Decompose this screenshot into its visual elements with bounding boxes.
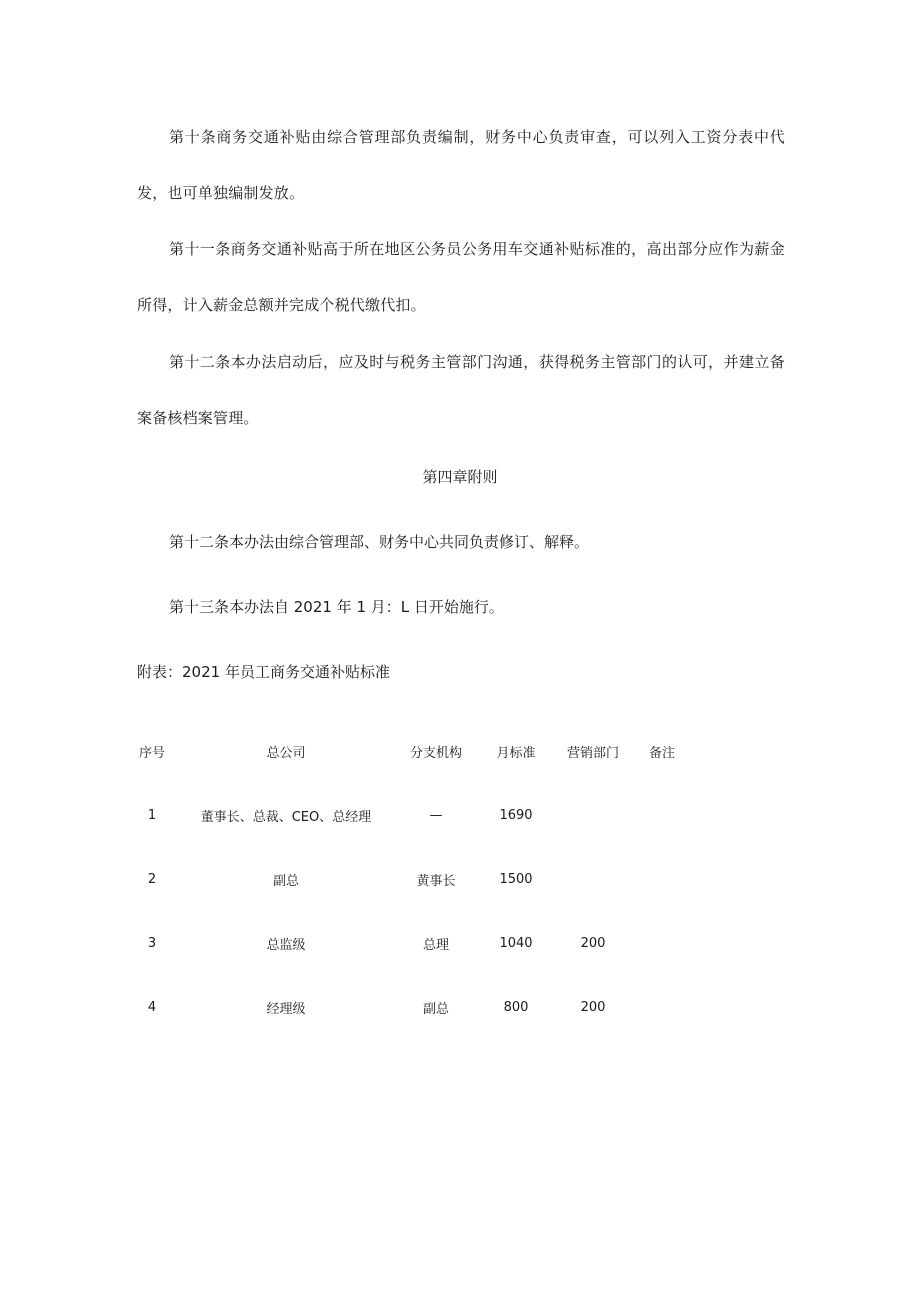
cell-remarks [630, 847, 694, 911]
cell-monthly-standard: 1040 [499, 935, 533, 951]
cell-remarks [630, 767, 694, 847]
article-10-paragraph: 第十条商务交通补贴由综合管理部负责编制，财务中心负责审查，可以列入工资分表中代发，也可单独编制发放。 [137, 128, 785, 202]
cell-index: 4 [147, 999, 157, 1015]
cell-sales-dept: 200 [580, 999, 606, 1015]
header-branch: 分支机构 [409, 745, 462, 761]
article-11-paragraph: 第十一条商务交通补贴高于所在地区公务员公务用车交通补贴标准的，高出部分应作为薪金所得，计入薪金总额并完成个税代缴代扣。 [137, 240, 785, 314]
cell-head-office: 总监级 [266, 937, 306, 953]
header-sales-dept: 营销部门 [566, 745, 619, 761]
cell-head-office: 副总 [272, 873, 299, 889]
header-index: 序号 [138, 745, 165, 761]
article-12-paragraph: 第十二条本办法启动后，应及时与税务主管部门沟通，获得税务主管部门的认可，并建立备案备核档案管理。 [137, 353, 785, 427]
cell-monthly-standard: 1690 [499, 807, 533, 823]
cell-index: 1 [147, 807, 157, 823]
chapter-heading: 第四章附则 [422, 468, 498, 486]
cell-index: 3 [147, 935, 157, 951]
article-13-effective-line: 第十三条本办法自 2021 年 1 月：L 日开始施行。 [169, 598, 504, 616]
subsidy-standard-table [128, 735, 694, 1039]
cell-remarks [630, 975, 694, 1039]
table-row [128, 911, 694, 975]
cell-sales-dept [556, 767, 630, 847]
cell-monthly-standard: 800 [503, 999, 529, 1015]
cell-branch: 黄事长 [416, 873, 456, 889]
cell-branch: 总理 [422, 937, 449, 953]
appendix-title: 附表：2021 年员工商务交通补贴标准 [137, 663, 390, 681]
article-12-revision-line: 第十二条本办法由综合管理部、财务中心共同负责修订、解释。 [169, 533, 590, 551]
table-row [128, 767, 694, 847]
header-monthly-standard: 月标准 [496, 745, 536, 761]
cell-sales-dept: 200 [580, 935, 606, 951]
cell-remarks [630, 911, 694, 975]
cell-monthly-standard: 1500 [499, 871, 533, 887]
cell-branch: 副总 [422, 1001, 449, 1017]
cell-branch: — [429, 807, 443, 823]
table-row [128, 847, 694, 911]
header-head-office: 总公司 [266, 745, 306, 761]
cell-sales-dept [556, 847, 630, 911]
table-header-row [128, 735, 694, 767]
table-row [128, 975, 694, 1039]
cell-head-office: 经理级 [266, 1001, 306, 1017]
cell-head-office: 董事长、总裁、CEO、总经理 [200, 809, 372, 825]
header-remarks: 备注 [648, 745, 675, 761]
cell-index: 2 [147, 871, 157, 887]
